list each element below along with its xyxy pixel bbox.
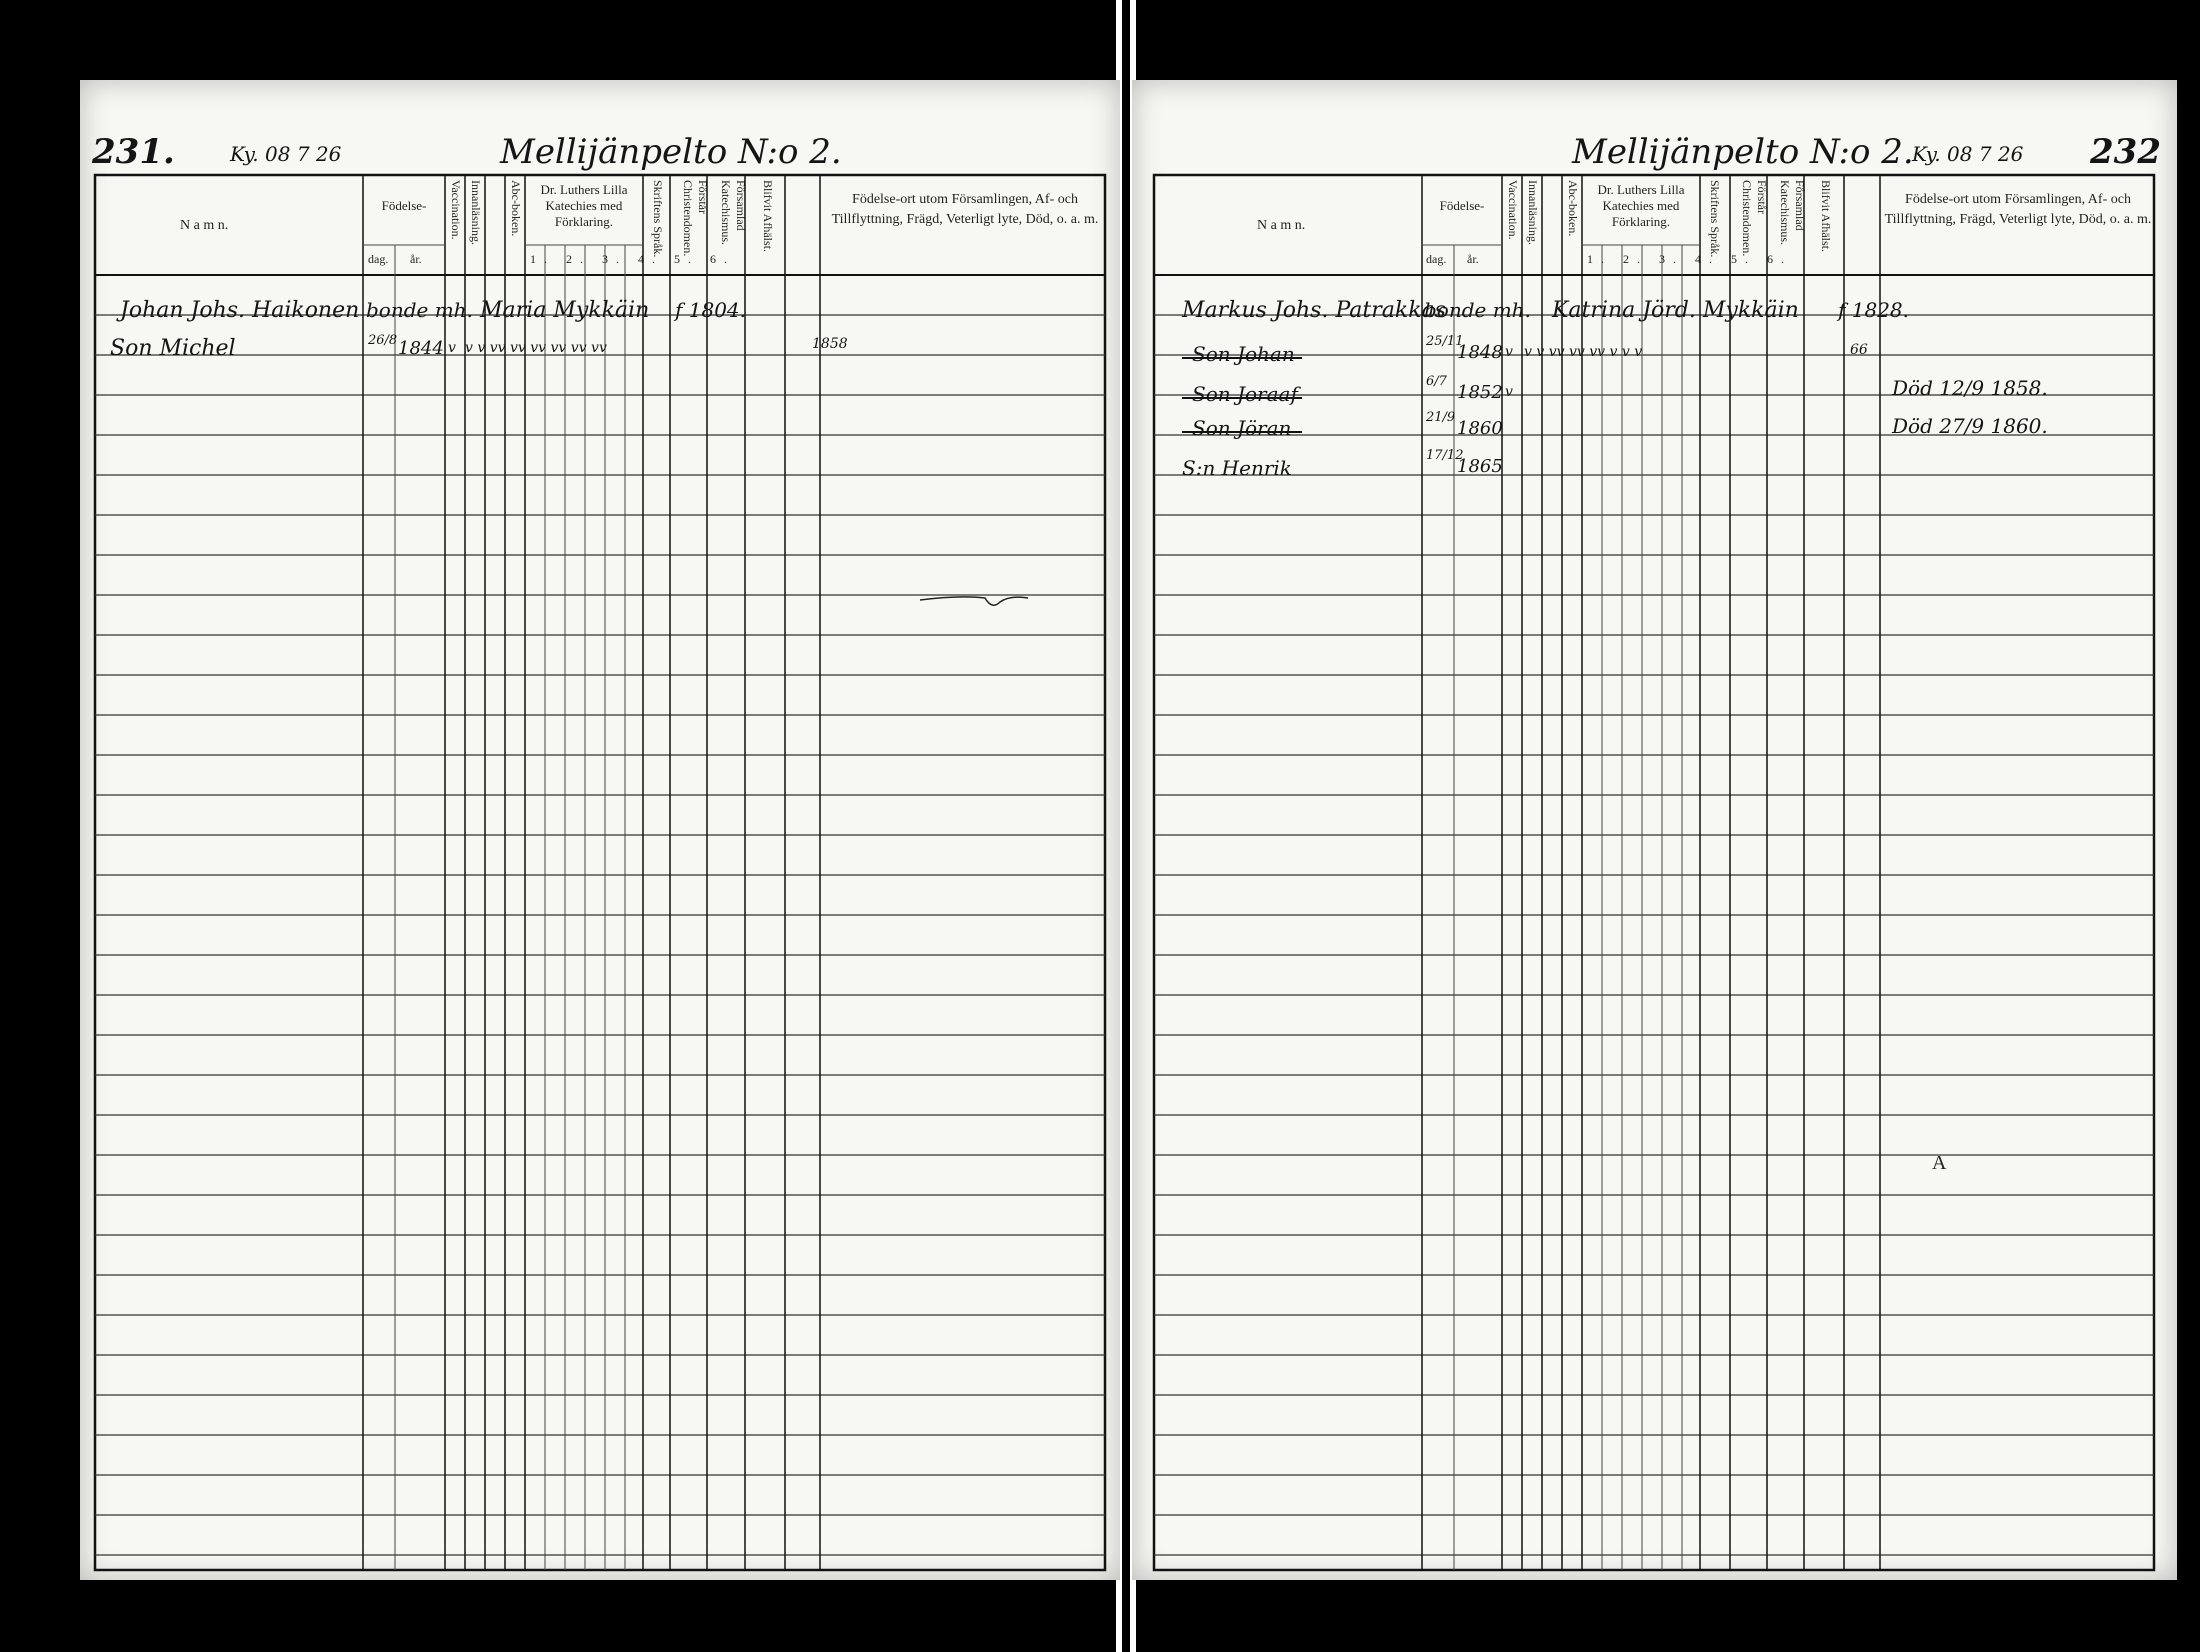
entry-2-marks: v v vv vv vv v v v — [1524, 344, 1643, 360]
reference-note: Ky. 08 7 26 — [230, 142, 342, 166]
entry-3-birth-day: 6/7 — [1426, 374, 1447, 389]
header-year: år. — [410, 252, 422, 266]
header-read-inside: Innanläsning. — [469, 180, 483, 245]
header-remarks: Födelse-ort utom Församlingen, Af- och Tillflyttning, Frägd, Veterligt lyte, Död, o. a. m. — [831, 192, 1099, 227]
entry-1-marks: Maria Mykkäin — [480, 298, 650, 323]
entry-1-birth-year: bonde mh. — [366, 298, 473, 322]
entry-5-name: S:n Henrik — [1182, 456, 1292, 480]
entry-2-birth-year: 1848 — [1457, 342, 1503, 363]
entry-4-birth-year: 1860 — [1457, 418, 1503, 439]
entry-1-name: Johan Johs. Haikonen — [120, 298, 360, 323]
luther-col-4: 4. — [638, 252, 663, 266]
entry-3-name: Son Joraaf — [1192, 382, 1298, 406]
header-birth: Födelse- — [1439, 198, 1485, 213]
entry-1-marks: Katrina Jörd. Mykkäin — [1552, 298, 1799, 323]
entry-4-birth-day: 21/9 — [1426, 410, 1456, 425]
entry-2-blifvit: 66 — [1850, 342, 1868, 358]
header-forsamlat: Församlad Katechismus. — [1778, 180, 1807, 245]
entry-1-name: Markus Johs. Patrakkas — [1182, 298, 1446, 323]
header-vaccination: Vaccination. — [449, 180, 463, 240]
page-number: 232 — [2090, 132, 2161, 172]
entry-2-birth-day: 26/8 — [368, 333, 398, 348]
entry-2-name: Son Johan — [1192, 342, 1295, 366]
page-title: Mellijänpelto N:o 2. — [1572, 132, 1914, 172]
header-blifvit: Blifvit Afhälst. — [761, 180, 775, 252]
luther-col-6: 6. — [1767, 252, 1792, 266]
luther-col-5: 5. — [674, 252, 699, 266]
entry-2-marks: v v vv vv vv vv vv vv — [465, 340, 607, 356]
header-forsakas: Förstår Christendomen. — [681, 180, 710, 257]
right-page — [1132, 80, 2177, 1580]
luther-col-2: 2. — [566, 252, 591, 266]
entry-1-birth-year: bonde mh. — [1424, 298, 1531, 322]
header-luther: Dr. Luthers Lilla Katechies med Förklaring. — [1597, 182, 1685, 229]
header-written: Skriftens Språk. — [1708, 180, 1722, 258]
header-abc-book: Abc-boken. — [509, 180, 523, 237]
header-remarks: Födelse-ort utom Församlingen, Af- och Tillflyttning, Frägd, Veterligt lyte, Död, o. a. m. — [1884, 192, 2152, 227]
luther-col-1: 1. — [1587, 252, 1612, 266]
entry-4-name: Son Jöran — [1192, 416, 1292, 440]
entry-3-vaccinated: v — [1505, 384, 1513, 400]
luther-col-4: 4. — [1695, 252, 1720, 266]
luther-col-3: 3. — [1659, 252, 1684, 266]
header-name: N a m n. — [1257, 218, 1306, 233]
header-birth: Födelse- — [381, 198, 427, 213]
luther-col-1: 1. — [530, 252, 555, 266]
header-abc-book: Abc-boken. — [1566, 180, 1580, 237]
entry-2-vaccinated: v — [1505, 344, 1513, 360]
reference-note: Ky. 08 7 26 — [1912, 142, 2024, 166]
entry-2-birth-year: 1844 — [398, 338, 444, 359]
entry-5-birth-year: 1865 — [1457, 456, 1503, 477]
entry-3-birth-year: 1852 — [1457, 382, 1503, 403]
entry-2-birth-day: 25/11 — [1426, 334, 1464, 349]
header-forsamlat: Församlad Katechismus. — [719, 180, 748, 245]
entry-2-vaccinated: v — [448, 340, 456, 356]
luther-col-5: 5. — [1731, 252, 1756, 266]
header-vaccination: Vaccination. — [1506, 180, 1520, 240]
header-forsakas: Förstår Christendomen. — [1740, 180, 1769, 257]
luther-col-6: 6. — [710, 252, 735, 266]
header-luther: Dr. Luthers Lilla Katechies med Förklaring. — [540, 182, 628, 229]
header-name: N a m n. — [180, 218, 229, 233]
entry-1-extra: f 1828. — [1838, 298, 1910, 322]
entry-2-blifvit: 1858 — [812, 336, 848, 352]
header-written: Skriftens Språk. — [651, 180, 665, 258]
page-title: Mellijänpelto N:o 2. — [500, 132, 842, 172]
header-year: år. — [1467, 252, 1479, 266]
margin-mark: A — [1932, 1152, 1947, 1174]
entry-2-name: Son Michel — [110, 336, 236, 361]
luther-col-3: 3. — [602, 252, 627, 266]
entry-4-remark: Död 27/9 1860. — [1892, 414, 2048, 438]
left-page — [80, 80, 1120, 1580]
entry-3-remark: Död 12/9 1858. — [1892, 376, 2048, 400]
luther-col-2: 2. — [1623, 252, 1648, 266]
header-day: dag. — [1426, 252, 1447, 266]
header-read-inside: Innanläsning. — [1526, 180, 1540, 245]
page-number: 231. — [92, 132, 175, 172]
entry-5-birth-day: 17/12 — [1426, 448, 1464, 463]
header-day: dag. — [368, 252, 389, 266]
entry-1-extra: f 1804. — [675, 298, 747, 322]
header-blifvit: Blifvit Afhälst. — [1819, 180, 1833, 252]
